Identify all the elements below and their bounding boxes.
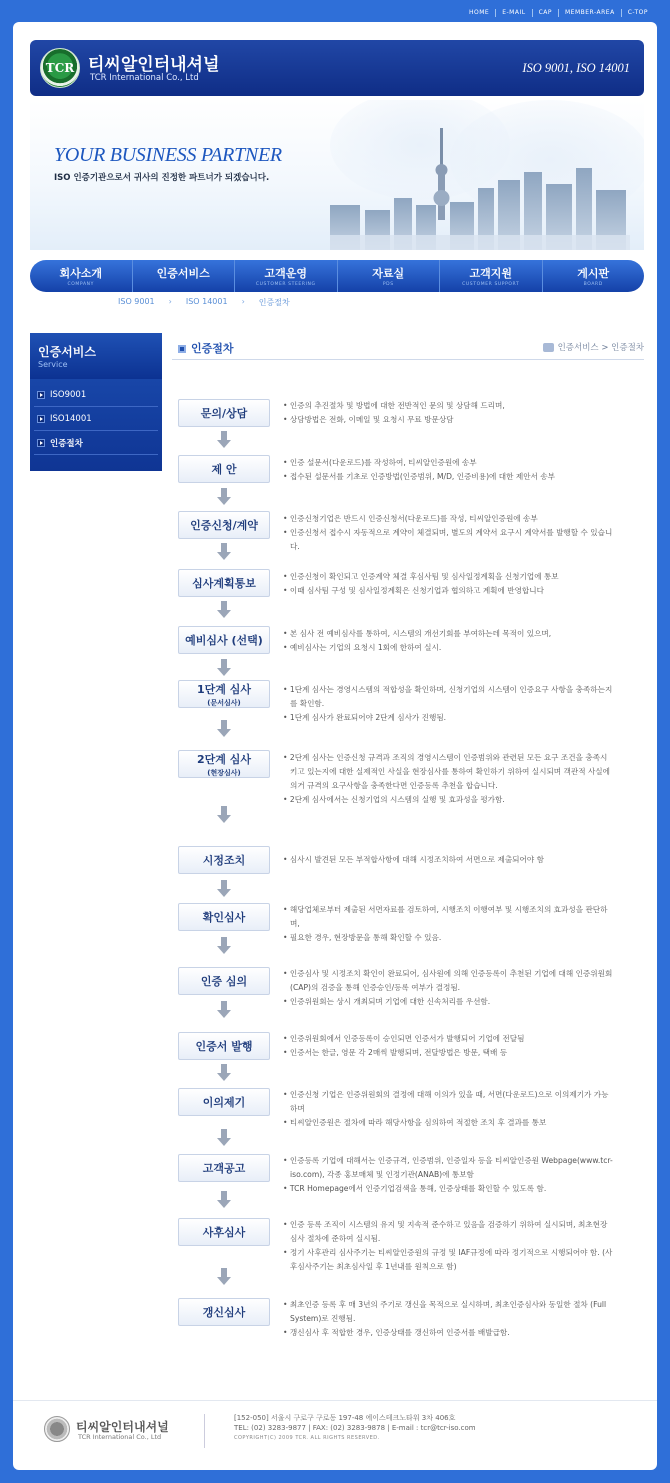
bullet-square-icon — [178, 345, 186, 353]
step-description — [283, 512, 613, 554]
description-line: • 인증 설문서(다운로드)를 작성하여, 티씨알인증원에 송부 — [283, 458, 477, 467]
step-5 — [178, 626, 270, 654]
step-10 — [178, 967, 270, 995]
breadcrumb: 인증서비스 > 인증절차 — [543, 341, 644, 353]
sidebar-subtitle: Service — [38, 360, 68, 369]
main-nav-board[interactable]: 게시판 BOARD — [542, 260, 645, 292]
arrow-down-icon — [216, 806, 232, 824]
banner-tagline: YOUR BUSINESS PARTNER — [54, 144, 282, 166]
step-description — [283, 1218, 613, 1274]
step-description — [283, 570, 613, 598]
step-label: 제 안 — [211, 463, 237, 476]
description-line: • 접수된 설문서를 기초로 인증방법(인증범위, M/D, 인증비용)에 대한 제안서 송부 — [283, 472, 555, 481]
arrow-down-icon — [216, 1268, 232, 1286]
step-12 — [178, 1088, 270, 1116]
arrow-right-icon — [37, 391, 45, 399]
arrow-right-icon — [37, 415, 45, 423]
step-description — [283, 903, 613, 945]
arrow-down-icon — [216, 880, 232, 898]
step-label: 시정조치 — [202, 854, 246, 867]
top-nav-home[interactable]: HOME — [469, 9, 490, 16]
step-description — [283, 853, 613, 867]
step-description — [283, 683, 613, 725]
arrow-down-icon — [216, 1129, 232, 1147]
separator-icon: › — [168, 297, 172, 306]
step-label: 사후심사 — [202, 1226, 246, 1239]
main-nav-customer-steering[interactable]: 고객운영 CUSTOMER STEERING — [234, 260, 337, 292]
description-line: • 인증위원회에서 인증등록이 승인되면 인증서가 발행되어 기업에 전달됨 — [283, 1034, 525, 1043]
step-sublabel: (현장심사) — [207, 768, 241, 777]
description-line: • 본 심사 전 예비심사를 통하여, 시스템의 개선기회를 부여하는데 목적이 있으며, — [283, 629, 552, 638]
description-line: • 인증신청 기업은 인증위원회의 결정에 대해 이의가 있을 때, 서면(다운로드)으로 이의제기가 가능하며 — [283, 1090, 609, 1113]
step-13 — [178, 1154, 270, 1182]
footer-logo — [44, 1416, 70, 1442]
description-line: • 인증심사 및 시정조치 확인이 완료되어, 심사원에 의해 인증등록이 추천된 기업에 대해 인증위원회(CAP)의 검증을 통해 인증승인/등록 여부가 결정됨. — [283, 969, 613, 992]
step-description — [283, 1032, 613, 1060]
footer-brand-ko: 티씨알인터내셔널 — [76, 1420, 169, 1434]
description-line: • 심사시 발견된 모든 부적합사항에 대해 시정조치하여 서면으로 제출되어야 함 — [283, 855, 544, 864]
banner-subtagline: ISO 인증기관으로서 귀사의 진정한 파트너가 되겠습니다. — [54, 173, 270, 183]
step-description — [283, 456, 613, 484]
step-15 — [178, 1298, 270, 1326]
step-description — [283, 1088, 613, 1130]
iso-standards: ISO 9001, ISO 14001 — [522, 61, 630, 75]
separator-icon: › — [241, 297, 245, 306]
page-title: 인증절차 — [178, 340, 234, 356]
brand-name-ko: 티씨알인터내셔널 — [88, 55, 220, 75]
step-11 — [178, 1032, 270, 1060]
arrow-down-icon — [216, 937, 232, 955]
description-line: • 예비심사는 기업의 요청시 1회에 한하여 실시. — [283, 643, 442, 652]
description-line: • 인증의 추진절차 및 방법에 대한 전반적인 문의 및 상담해 드리며, — [283, 401, 505, 410]
main-nav-pds[interactable]: 자료실 PDS — [337, 260, 440, 292]
description-line: • 이때 심사팀 구성 및 심사일정계획은 신청기업과 협의하고 계획에 반영합니다 — [283, 586, 544, 595]
main-nav-certification-service[interactable]: 인증서비스 — [132, 260, 235, 292]
sidebar-item-procedure[interactable]: 인증절차 — [34, 431, 158, 455]
step-sublabel: (문서심사) — [207, 698, 241, 707]
description-line: • 인증신청서 접수시 자동적으로 계약이 체결되며, 별도의 계약서 요구시 계약서를 발행할 수 있습니다. — [283, 528, 613, 551]
description-line: • 2단계 심사는 인증신청 규격과 조직의 경영시스템이 인증범위와 관련된 모든 요구 조건을 충족시키고 있는지에 대한 실제적인 사실을 현장심사를 통하여 확인하기 위하여 실시되며 객관적 사실에 의거 규격의 요구사항을 충족한다면 인증등록 추천을 합습니다. — [283, 753, 610, 790]
step-label: 인증서 발행 — [195, 1040, 253, 1053]
sidebar-header — [30, 333, 162, 379]
description-line: • 티씨알인증원은 절차에 따라 해당사항을 심의하여 적절한 조치 후 결과를 통보 — [283, 1118, 547, 1127]
step-2 — [178, 455, 270, 483]
arrow-right-icon — [37, 439, 45, 447]
main-nav — [30, 260, 644, 292]
step-label: 1단계 심사 — [197, 682, 251, 696]
site-header — [30, 40, 644, 96]
step-description — [283, 967, 613, 1009]
description-line: • 인증등록 기업에 대해서는 인증규격, 인증범위, 인증일자 등을 티씨알인증원 Webpage(www.tcr-iso.com), 각종 홍보매체 및 인정기관(ANAB)에 통보함 — [283, 1156, 613, 1179]
sub-nav-procedure[interactable]: 인증절차 — [258, 298, 290, 307]
description-line: • 정기 사후관리 심사주기는 티씨알인증원의 규정 및 IAF규정에 따라 정기적으로 시행되어야 함. (사후심사주기는 최초심사일 후 1년내를 원칙으로 함) — [283, 1248, 613, 1271]
description-line: • 갱신심사 후 적합한 경우, 인증상태를 갱신하여 인증서를 배발급함. — [283, 1328, 510, 1337]
city-skyline-image — [330, 110, 630, 250]
step-description — [283, 1298, 613, 1340]
footer-contact: TEL: (02) 3283-9877 | FAX: (02) 3283-9878 | E-mail : tcr@tcr-iso.com — [234, 1424, 476, 1432]
footer-copyright: COPYRIGHT(C) 2009 TCR. ALL RIGHTS RESERVED. — [234, 1435, 380, 1441]
sub-nav-iso14001[interactable]: ISO 14001 — [185, 297, 228, 306]
description-line: • 1단계 심사가 완료되어야 2단계 심사가 진행됨. — [283, 713, 447, 722]
top-nav-email[interactable]: E-MAIL — [495, 9, 531, 17]
arrow-down-icon — [216, 488, 232, 506]
description-line: • 인증위원회는 상시 개최되며 기업에 대한 신속처리를 우선함. — [283, 997, 491, 1006]
arrow-down-icon — [216, 720, 232, 738]
footer-divider-vertical — [204, 1414, 205, 1448]
logo-text: TCR — [45, 61, 75, 75]
step-label: 인증신청/계약 — [190, 519, 258, 532]
arrow-down-icon — [216, 431, 232, 449]
hero-banner — [30, 100, 644, 250]
step-9 — [178, 903, 270, 931]
step-7 — [178, 750, 270, 778]
step-6 — [178, 680, 270, 708]
step-label: 확인심사 — [202, 911, 246, 924]
brand-name-en: TCR International Co., Ltd — [90, 73, 199, 83]
top-nav — [463, 9, 654, 17]
sidebar-item-iso14001[interactable]: ISO14001 — [34, 407, 158, 431]
arrow-down-icon — [216, 601, 232, 619]
top-nav-c-top[interactable]: C-TOP — [621, 9, 654, 17]
step-description — [283, 627, 613, 655]
arrow-down-icon — [216, 1064, 232, 1082]
top-nav-cap[interactable]: CAP — [532, 9, 558, 17]
sidebar-title: 인증서비스 — [38, 345, 96, 359]
step-label: 예비심사 (선택) — [185, 634, 263, 647]
step-description — [283, 1154, 613, 1196]
step-description — [283, 751, 613, 807]
step-label: 갱신심사 — [202, 1306, 246, 1319]
description-line: • 해당업체로부터 제출된 서면자료를 검토하여, 시행조치 이행여부 및 시행조치의 효과성을 판단하며, — [283, 905, 608, 928]
sub-nav-iso9001[interactable]: ISO 9001 — [118, 297, 155, 306]
arrow-down-icon — [216, 543, 232, 561]
arrow-down-icon — [216, 1191, 232, 1209]
footer-info — [234, 1413, 476, 1443]
description-line: • 인증신청이 확인되고 인증계약 체결 후심사팀 및 심사일정계획을 신청기업에 통보 — [283, 572, 559, 581]
description-line: • 인증 등록 조직이 시스템의 유지 및 지속적 준수하고 있음을 검증하기 위하여 실시되며, 최초현장심사 절차에 준하여 실시됨. — [283, 1220, 608, 1243]
step-label: 고객공고 — [202, 1162, 246, 1175]
sidebar-item-iso9001[interactable]: ISO9001 — [34, 383, 158, 407]
description-line: • TCR Homepage에서 인증기업검색을 통해, 인증상태를 확인할 수 있도록 함. — [283, 1184, 547, 1193]
step-8 — [178, 846, 270, 874]
footer-brand-en: TCR International Co., Ltd — [78, 1433, 162, 1441]
step-label: 이의제기 — [202, 1096, 246, 1109]
step-3 — [178, 511, 270, 539]
step-4 — [178, 569, 270, 597]
step-label: 인증 심의 — [200, 975, 248, 988]
footer-divider — [13, 1400, 657, 1401]
description-line: • 상담방법은 전화, 이메일 및 요청시 무료 방문상담 — [283, 415, 454, 424]
tcr-logo[interactable] — [40, 48, 80, 88]
description-line: • 인증신청기업은 반드시 인증신청서(다운로드)를 작성, 티씨알인증원에 송부 — [283, 514, 538, 523]
description-line: • 최초인증 등록 후 매 3년의 주기로 갱신을 목적으로 실시하며, 최초인증심사와 동일한 절차 (Full System)로 진행됨. — [283, 1300, 607, 1323]
description-line: • 1단계 심사는 경영시스템의 적합성을 확인하며, 신청기업의 시스템이 인증요구 사항을 충족하는지를 확인함. — [283, 685, 613, 708]
arrow-down-icon — [216, 659, 232, 677]
step-1 — [178, 399, 270, 427]
description-line: • 필요한 경우, 현장방문을 통해 확인할 수 있음. — [283, 933, 442, 942]
arrow-down-icon — [216, 1001, 232, 1019]
sub-nav — [118, 297, 290, 308]
step-14 — [178, 1218, 270, 1246]
top-nav-member-area[interactable]: MEMBER-AREA — [558, 9, 621, 17]
divider — [172, 359, 644, 360]
main-nav-customer-support[interactable]: 고객지원 CUSTOMER SUPPORT — [439, 260, 542, 292]
description-line: • 2단계 심사에서는 신청기업의 시스템의 실행 및 효과성을 평가함. — [283, 795, 505, 804]
step-label: 문의/상담 — [200, 407, 248, 420]
step-description — [283, 399, 613, 427]
step-label: 심사계획통보 — [192, 577, 256, 590]
main-nav-company[interactable]: 회사소개 COMPANY — [59, 267, 102, 287]
home-icon[interactable] — [543, 343, 554, 352]
step-label: 2단계 심사 — [197, 752, 251, 766]
description-line: • 인증서는 한글, 영문 각 2매씩 발행되며, 전달방법은 방문, 택배 등 — [283, 1048, 508, 1057]
footer-address: [152-050] 서울시 구로구 구로동 197-48 에이스테크노타워 3차 406호 — [234, 1414, 456, 1422]
sidebar-menu — [30, 379, 162, 471]
